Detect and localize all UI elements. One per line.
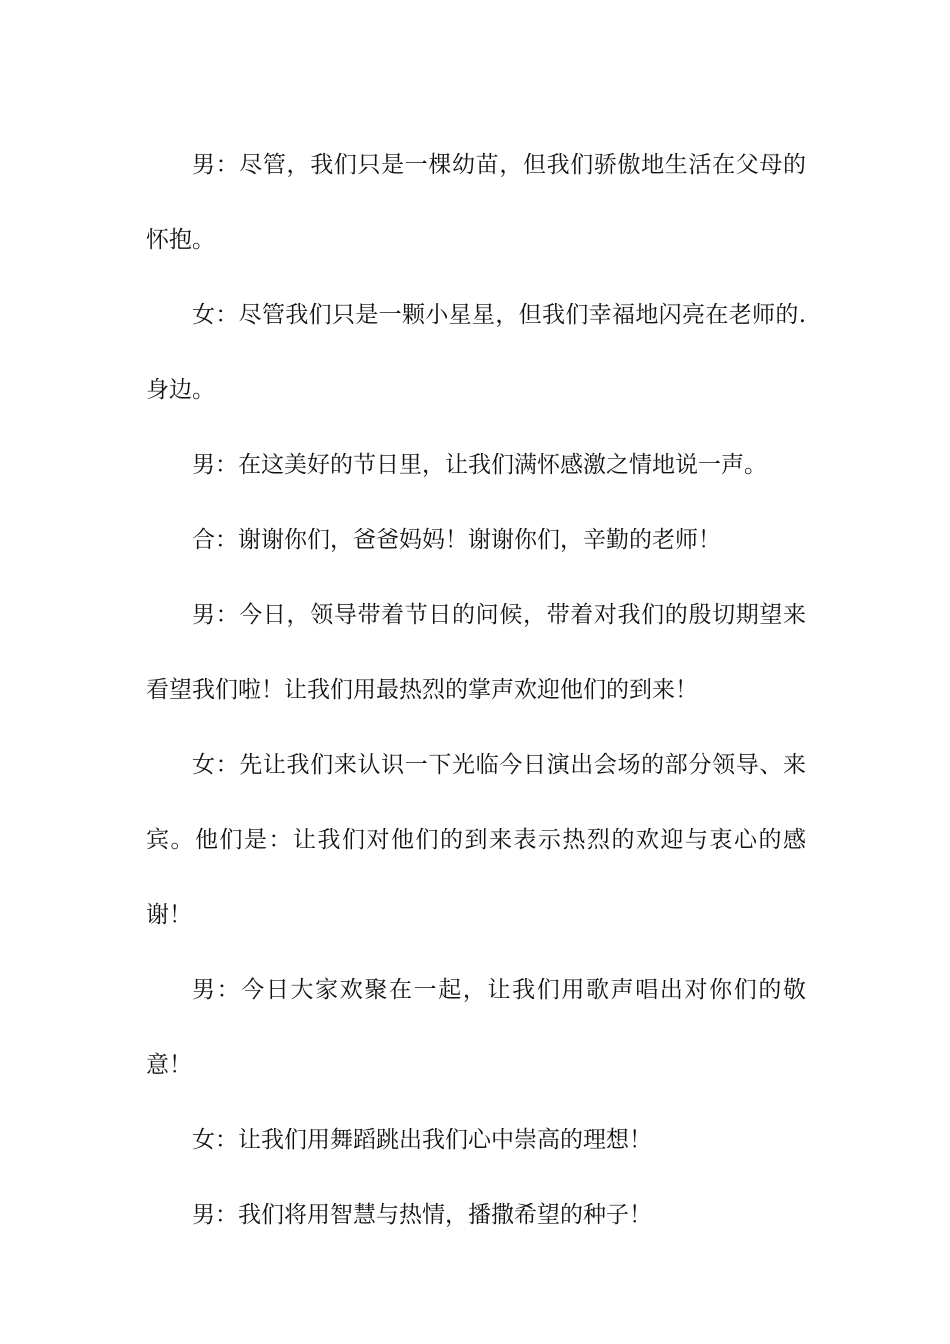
paragraph-1: 男：尽管，我们只是一棵幼苗，但我们骄傲地生活在父母的怀抱。 <box>146 152 806 253</box>
paragraph-6: 女：先让我们来认识一下光临今日演出会场的部分领导、来宾。他们是：让我们对他们的到来表示热烈的欢迎与衷心的感谢！ <box>146 752 806 928</box>
paragraph-3: 男：在这美好的节日里，让我们满怀感激之情地说一声。 <box>192 452 767 478</box>
paragraph-2: 女：尽管我们只是一颗小星星，但我们幸福地闪亮在老师的.身边。 <box>146 302 806 403</box>
paragraph-4: 合：谢谢你们，爸爸妈妈！谢谢你们，辛勤的老师！ <box>192 527 721 553</box>
document-body <box>146 128 806 1253</box>
paragraph-7: 男：今日大家欢聚在一起，让我们用歌声唱出对你们的敬意！ <box>146 977 806 1078</box>
paragraph-5: 男：今日，领导带着节日的问候，带着对我们的殷切期望来看望我们啦！让我们用最热烈的掌声欢迎他们的到来！ <box>146 602 806 703</box>
paragraph-8: 女：让我们用舞蹈跳出我们心中崇高的理想！ <box>192 1127 652 1153</box>
paragraph-9: 男：我们将用智慧与热情，播撒希望的种子！ <box>192 1202 652 1228</box>
